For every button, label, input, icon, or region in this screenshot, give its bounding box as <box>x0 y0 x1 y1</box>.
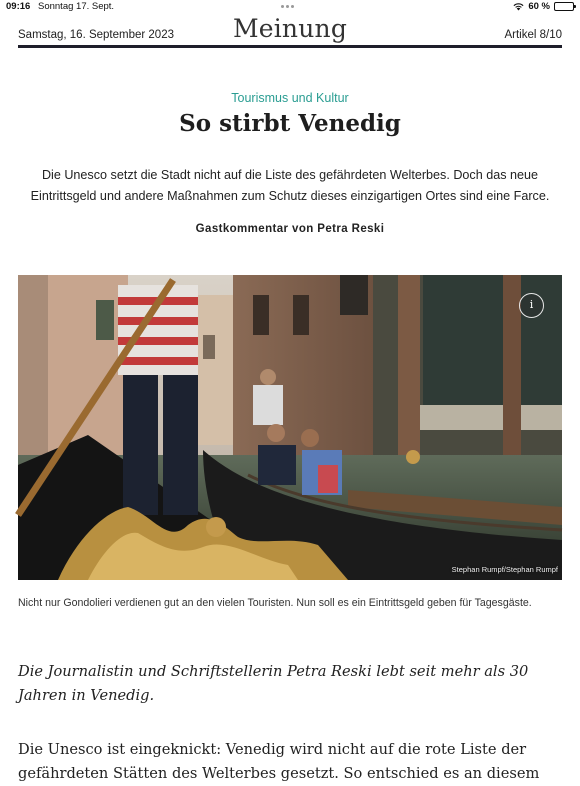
battery-percent: 60 % <box>528 1 550 12</box>
article-body <box>18 738 562 786</box>
body-line: gefährdeten Stätten des Welterbes gesetzt. So entschied es an diesem <box>18 765 540 782</box>
article-lead: Die Unesco setzt die Stadt nicht auf die Liste des gefährdeten Welterbes. Doch das neue Eintrittsgeld und andere Maßnahmen zum Schutz dieses einzigartigen Ortes sind eine Farce. <box>30 168 550 203</box>
status-date: Sonntag 17. Sept. <box>38 1 115 12</box>
section-title: Meinung <box>232 14 348 43</box>
gondola-photo-illustration <box>18 275 562 580</box>
issue-date: Samstag, 16. September 2023 <box>18 29 174 41</box>
body-line: Die Unesco ist eingeknickt: Venedig wird nicht auf die rote Liste der <box>18 741 527 758</box>
status-bar <box>0 0 580 14</box>
article-photo[interactable] <box>18 275 562 580</box>
author-note: Die Journalistin und Schriftstellerin Petra Reski lebt seit mehr als 30 Jahren in Venedig. <box>18 663 529 704</box>
wifi-icon <box>513 3 524 11</box>
article-counter: Artikel 8/10 <box>504 29 562 41</box>
photo-caption: Nicht nur Gondolieri verdienen gut an den vielen Touristen. Nun soll es ein Eintrittsgeld geben für Tagesgäste. <box>18 597 532 609</box>
photo-credit: Stephan Rumpf/Stephan Rumpf <box>451 565 558 574</box>
article-byline: Gastkommentar von Petra Reski <box>195 223 385 235</box>
battery-icon <box>554 2 574 11</box>
status-time: 09:16 <box>6 1 31 12</box>
multitasking-dots[interactable] <box>281 5 294 8</box>
article-kicker: Tourismus und Kultur <box>231 91 349 105</box>
info-icon[interactable]: i <box>519 293 544 318</box>
article-headline: So stirbt Venedig <box>179 110 401 137</box>
header-divider <box>18 45 562 48</box>
